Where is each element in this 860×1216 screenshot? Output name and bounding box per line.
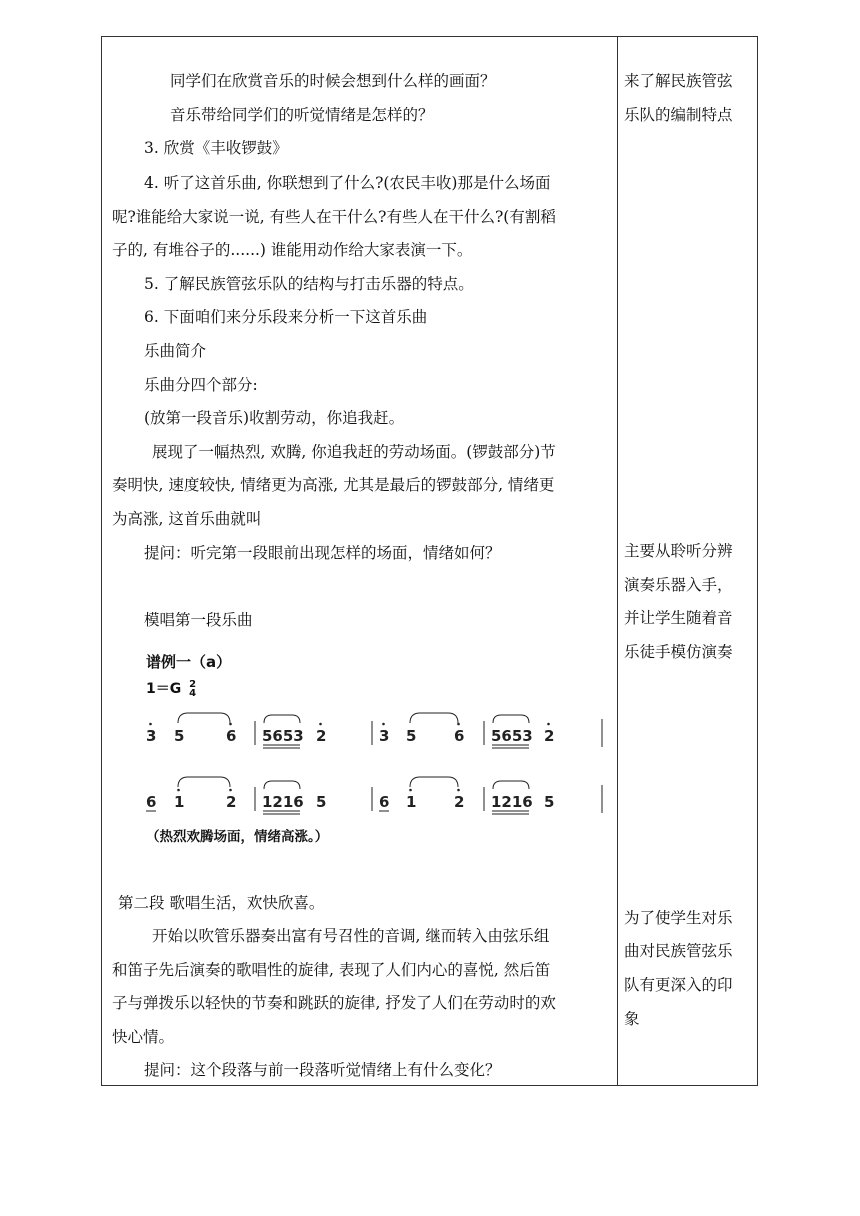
note-line: 并让学生随着音: [624, 609, 733, 627]
note: 2: [316, 727, 327, 745]
note: 3: [379, 727, 390, 745]
score-row-2: [146, 777, 602, 814]
text-line: (放第一段音乐)收割劳动，你追我赶。: [144, 409, 405, 427]
text-line: 为高涨, 这首乐曲就叫: [112, 510, 262, 528]
note: 5: [406, 727, 417, 745]
time-signature-denominator: 4: [189, 688, 197, 699]
note: 2: [226, 793, 237, 811]
lesson-table: [101, 36, 758, 1086]
note-group: 1216: [262, 793, 304, 811]
text-line: 第二段 歌唱生活，欢快欣喜。: [118, 894, 325, 912]
jianpu-score: [132, 697, 612, 827]
note-line: 乐徒手模仿演奏: [624, 643, 733, 661]
note: 6: [454, 727, 465, 745]
note-line: 主要从聆听分辨: [624, 542, 733, 560]
note-group: 5653: [262, 727, 304, 745]
text-line: 呢?谁能给大家说一说, 有些人在干什么?有些人在干什么?(有割稻: [112, 208, 556, 226]
text-line: 提问：这个段落与前一段落听觉情绪上有什么变化？: [144, 1061, 501, 1079]
note-line: 队有更深入的印: [624, 976, 733, 994]
text-line: 4. 听了这首乐曲, 你联想到了什么?(农民丰收)那是什么场面: [144, 174, 551, 192]
text-line: 开始以吹管乐器奏出富有号召性的音调, 继而转入由弦乐组: [152, 927, 550, 945]
note: 5: [174, 727, 185, 745]
note: 3: [146, 727, 157, 745]
note: 6: [226, 727, 237, 745]
note-group: 5653: [491, 727, 533, 745]
note: 2: [544, 727, 555, 745]
note: 5: [316, 793, 327, 811]
note: 5: [544, 793, 555, 811]
note-line: 乐队的编制特点: [624, 106, 733, 124]
note-group: 1216: [491, 793, 533, 811]
time-signature-numerator: 2: [189, 679, 197, 690]
text-line: 模唱第一段乐曲: [144, 611, 253, 629]
column-divider: [617, 37, 618, 1085]
text-line: 乐曲分四个部分:: [144, 376, 258, 394]
text-line: 音乐带给同学们的听觉情绪是怎样的？: [170, 106, 434, 124]
text-line: 提问：听完第一段眼前出现怎样的场面，情绪如何？: [144, 544, 501, 562]
text-line: 5. 了解民族管弦乐队的结构与打击乐器的特点。: [144, 275, 474, 293]
text-line: 乐曲简介: [144, 342, 207, 360]
text-line: 同学们在欣赏音乐的时候会想到什么样的画面？: [170, 72, 496, 90]
score-caption: （热烈欢腾场面，情绪高涨。）: [146, 829, 329, 845]
text-line: 3. 欣赏《丰收锣鼓》: [144, 139, 288, 157]
note-line: 象: [624, 1010, 640, 1028]
note: 1: [174, 793, 185, 811]
note: 1: [406, 793, 417, 811]
text-line: 6. 下面咱们来分乐段来分析一下这首乐曲: [144, 308, 428, 326]
score-key-label: 1＝G: [146, 681, 182, 697]
note: 6: [146, 793, 157, 811]
note: 2: [454, 793, 465, 811]
score-title: 谱例一（a）: [146, 653, 232, 671]
score-key: [146, 678, 196, 698]
text-line: 和笛子先后演奏的歌唱性的旋律, 表现了人们内心的喜悦, 然后笛: [112, 961, 551, 979]
note-line: 为了使学生对乐: [624, 909, 733, 927]
note-line: 曲对民族管弦乐: [624, 942, 733, 960]
text-line: 快心情。: [112, 1028, 175, 1046]
text-line: 子与弹拨乐以轻快的节奏和跳跃的旋律, 抒发了人们在劳动时的欢: [112, 994, 556, 1012]
note: 6: [379, 793, 390, 811]
text-line: 奏明快, 速度较快, 情绪更为高涨, 尤其是最后的锣鼓部分, 情绪更: [112, 476, 555, 494]
score-row-1: [146, 713, 602, 748]
text-line: 展现了一幅热烈, 欢腾, 你追我赶的劳动场面。(锣鼓部分)节: [152, 443, 556, 461]
note-line: 来了解民族管弦: [624, 72, 733, 90]
note-line: 演奏乐器入手，: [624, 576, 733, 594]
text-line: 子的, 有堆谷子的......) 谁能用动作给大家表演一下。: [112, 241, 473, 259]
